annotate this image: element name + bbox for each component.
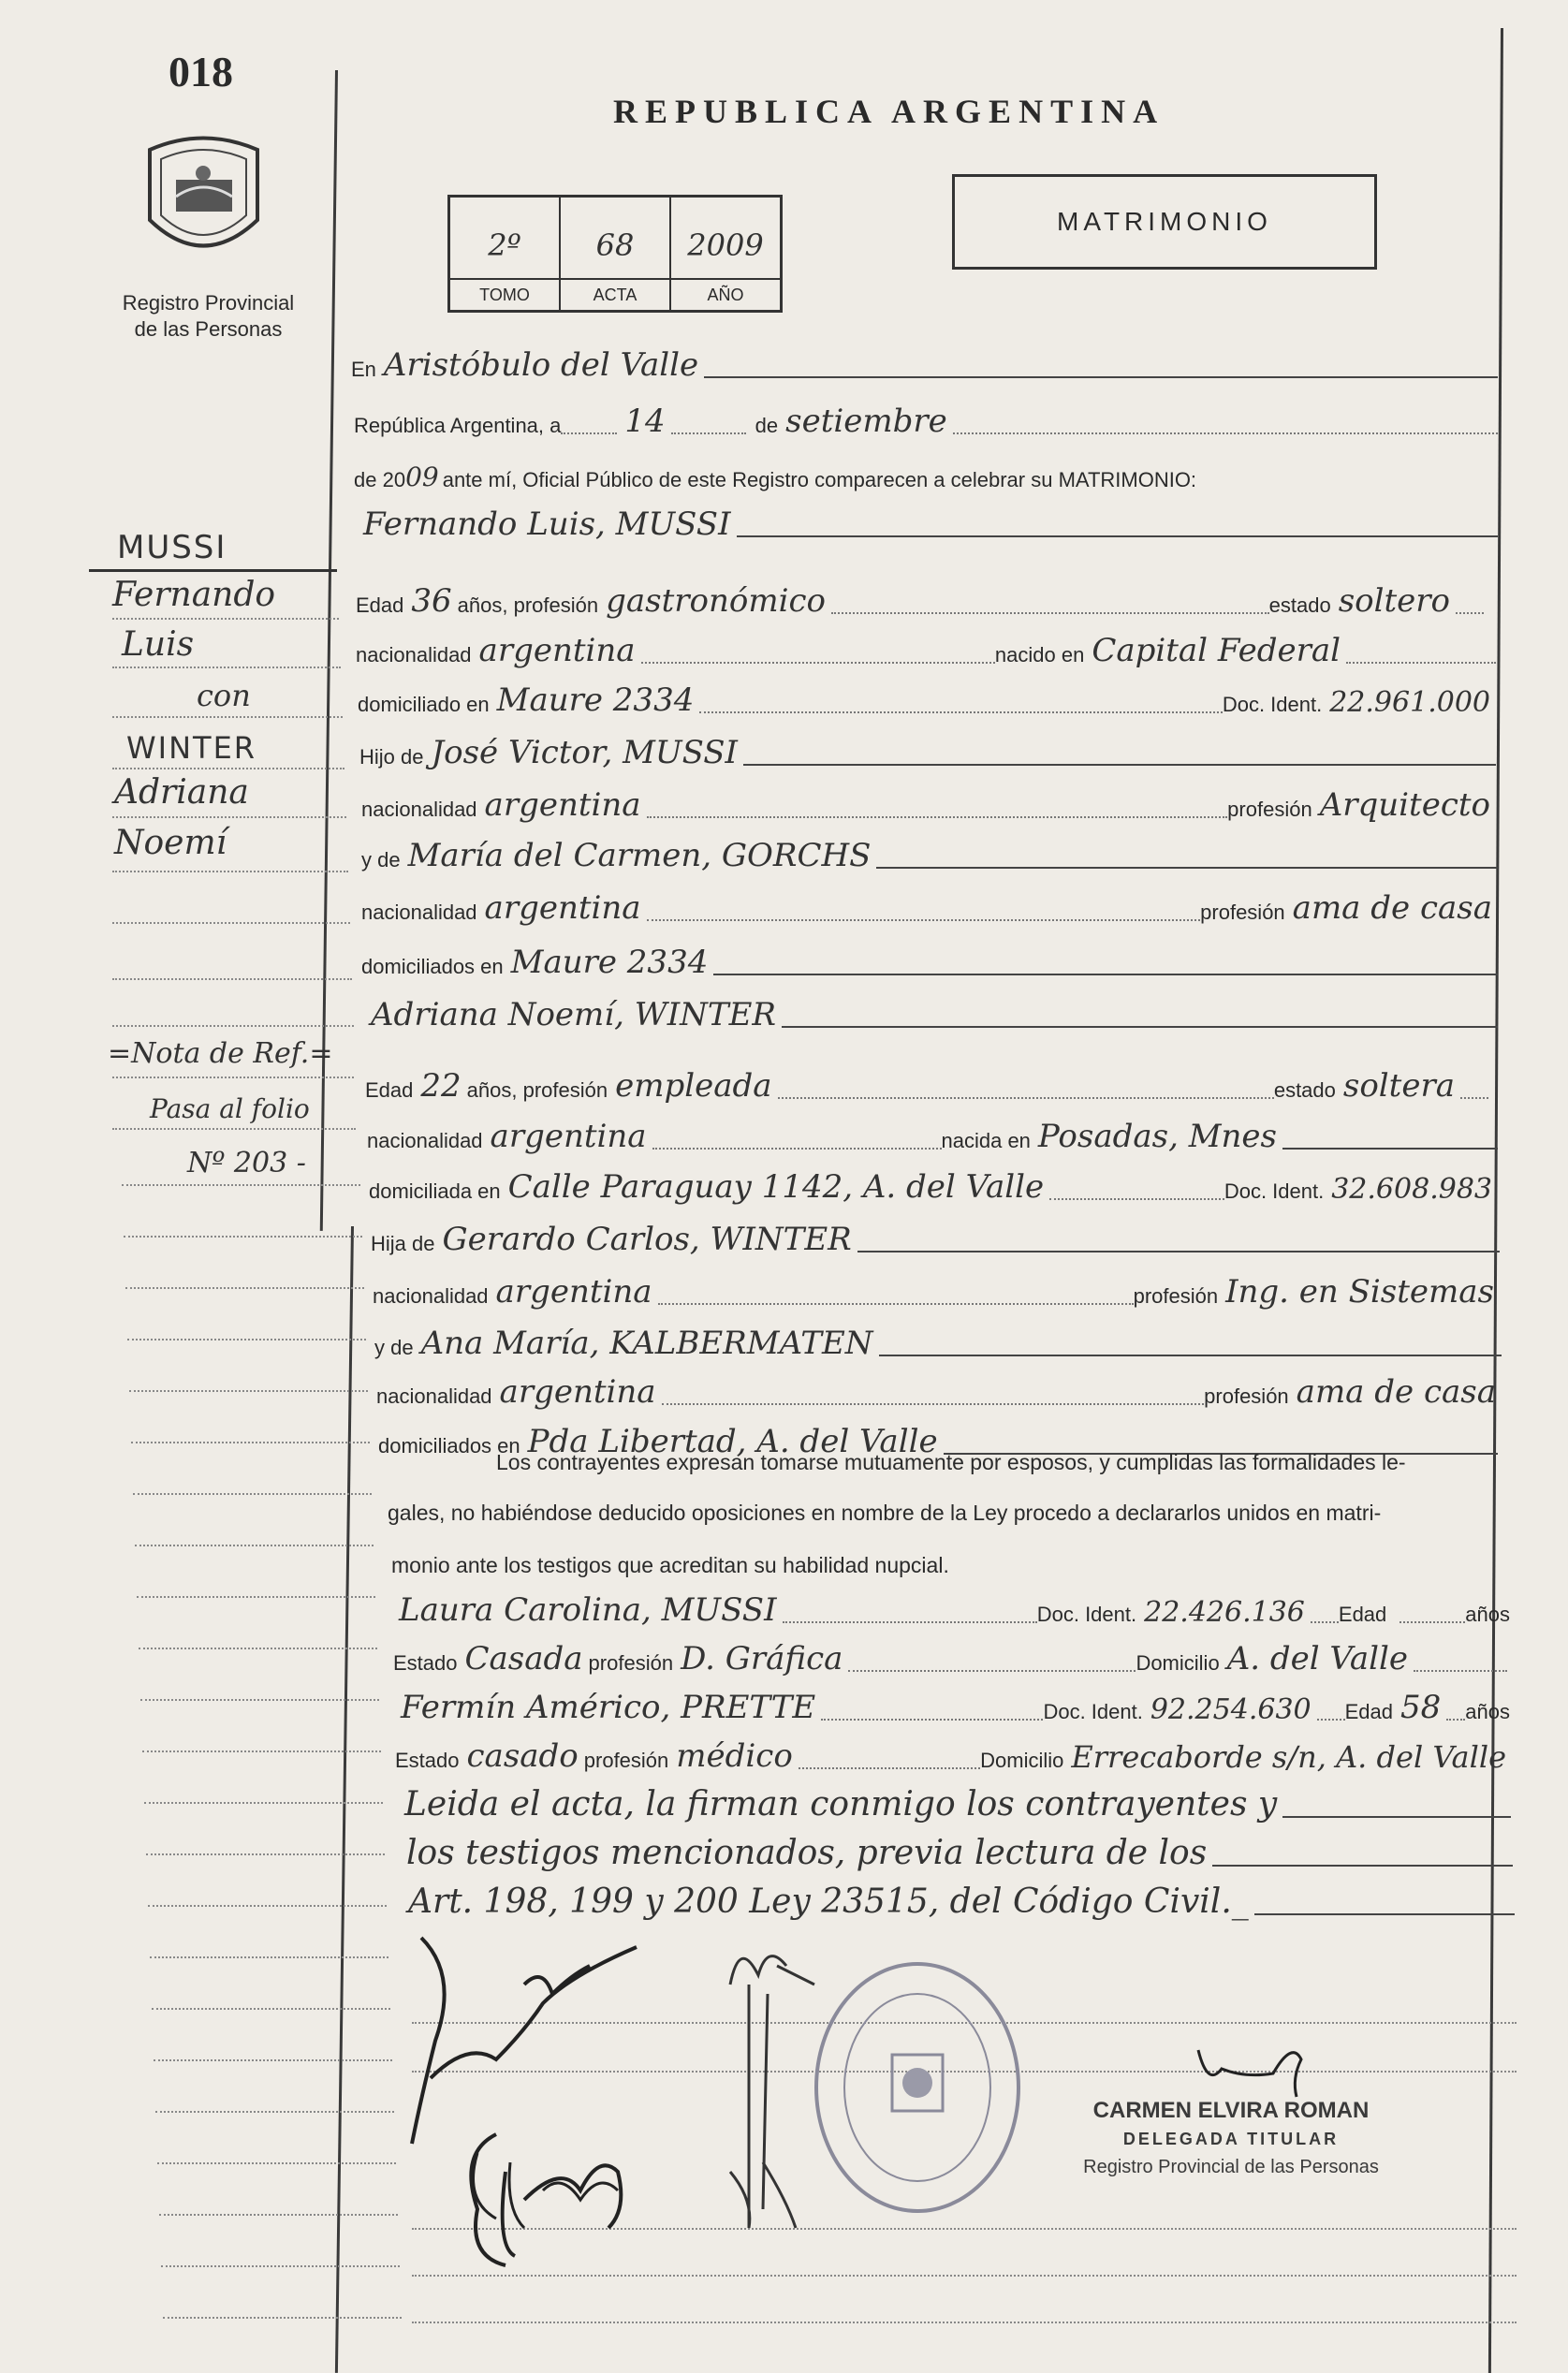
fill-line	[1311, 1621, 1339, 1623]
nacida-label: nacida en	[941, 1129, 1031, 1152]
place-value: Aristóbulo del Valle	[383, 346, 699, 384]
margin-dotted	[112, 1077, 354, 1078]
delegate-name: CARMEN ELVIRA ROMAN	[1092, 2098, 1370, 2123]
margin-dotted	[142, 1750, 381, 1752]
date-row	[354, 393, 1498, 442]
groom-nacido: Capital Federal	[1092, 632, 1341, 669]
bride-father-nac: argentina	[495, 1273, 652, 1311]
place-label: En	[351, 358, 376, 381]
closing-line-1: Leida el acta, la firman conmigo los contrayentes y	[404, 1785, 1278, 1824]
date-year-row	[354, 447, 1498, 496]
margin-dotted	[135, 1545, 374, 1546]
fill-line	[1399, 1621, 1465, 1623]
fill-line	[1254, 1913, 1515, 1915]
registry-line-1: Registro Provincial	[122, 291, 295, 315]
margin-surname-2: WINTER	[126, 730, 257, 766]
fill-line	[876, 867, 1498, 869]
domiciliada-label: domiciliada en	[369, 1179, 501, 1203]
bride-nacida: Posadas, Mnes	[1037, 1118, 1277, 1155]
acta-label: ACTA	[561, 278, 669, 310]
groom-parents-dom: Maure 2334	[510, 944, 709, 981]
margin-dotted	[127, 1339, 366, 1340]
fill-line	[831, 612, 1269, 614]
fill-line	[1282, 1816, 1511, 1818]
nacionalidad-label: nacionalidad	[373, 1284, 489, 1308]
year-prefix: de 20	[354, 468, 406, 491]
record-type-box: MATRIMONIO	[952, 174, 1377, 270]
margin-dotted	[129, 1390, 368, 1392]
margin-dotted	[159, 2214, 398, 2216]
bride-mother: Ana María, KALBERMATEN	[420, 1325, 873, 1362]
bride-nac-row	[367, 1108, 1498, 1157]
doc-label: Doc. Ident.	[1224, 1179, 1325, 1203]
nacionalidad-label: nacionalidad	[367, 1129, 483, 1152]
year-suffix: 09	[405, 461, 439, 492]
fill-line	[821, 1719, 1043, 1721]
domicilio-label: Domicilio	[1136, 1651, 1220, 1675]
bride-father-row	[371, 1211, 1500, 1260]
profesion-label: años, profesión	[466, 1078, 608, 1102]
nacionalidad-label: nacionalidad	[361, 798, 477, 821]
groom-name-row	[356, 496, 1498, 545]
fill-line	[953, 432, 1498, 434]
witness-1-doc: 22.426.136	[1144, 1596, 1305, 1629]
left-margin-rule-lower	[335, 1226, 354, 2373]
margin-dotted	[112, 922, 350, 924]
margin-rule	[89, 569, 337, 572]
margin-dotted	[124, 1236, 362, 1238]
profesion-label: profesión	[1200, 901, 1285, 924]
margin-dotted	[152, 2008, 390, 2010]
estado-label: Estado	[395, 1749, 460, 1772]
document-title: REPUBLICA ARGENTINA	[613, 93, 1165, 130]
registry-line-2: de las Personas	[134, 317, 283, 341]
witness-1-profesion: D. Gráfica	[681, 1640, 843, 1677]
groom-edad-row	[356, 573, 1484, 622]
fill-line	[1414, 1670, 1507, 1672]
bride-name-row	[363, 987, 1498, 1035]
margin-dotted	[163, 2317, 402, 2319]
witness-2-estado: casado	[466, 1737, 579, 1775]
edad-label: Edad	[365, 1078, 414, 1102]
month-value: setiembre	[785, 403, 947, 440]
delegate-signature-block	[1077, 2097, 1385, 2181]
profesion-label: profesión	[1204, 1384, 1289, 1408]
margin-dotted	[139, 1648, 377, 1649]
bride-mother-nac-row	[376, 1364, 1502, 1413]
closing-line-3: Art. 198, 199 y 200 Ley 23515, del Código Civil._	[408, 1882, 1249, 1921]
witness-1-domicilio: A. del Valle	[1226, 1640, 1408, 1677]
groom-doc: 22.961.000	[1329, 686, 1490, 719]
fill-line	[662, 1403, 1205, 1405]
fill-line	[658, 1303, 1134, 1305]
margin-nota-2: Pasa al folio	[150, 1093, 310, 1124]
bride-mother-row	[374, 1315, 1502, 1364]
bride-parents-dom: Pda Libertad, A. del Valle	[527, 1423, 938, 1460]
groom-estado: soltero	[1338, 582, 1450, 620]
provincial-seal	[140, 131, 267, 271]
acta-value: 68	[595, 227, 635, 263]
delegate-signature	[1189, 2031, 1311, 2106]
declaration-line-2: gales, no habiéndose deducido oposiciones en nombre de la Ley procedo a declararlos unidos en matri-	[388, 1501, 1382, 1525]
groom-father: José Victor, MUSSI	[431, 734, 738, 771]
margin-dotted	[112, 716, 343, 718]
bride-dom-row	[369, 1159, 1498, 1208]
margin-dotted	[125, 1287, 364, 1289]
witness-2-domicilio: Errecaborde s/n, A. del Valle	[1071, 1739, 1506, 1775]
groom-profesion: gastronómico	[606, 582, 826, 620]
margin-dotted	[140, 1699, 379, 1701]
margin-dotted	[157, 2162, 396, 2164]
groom-mother: María del Carmen, GORCHS	[407, 837, 872, 874]
fill-line	[1212, 1865, 1513, 1867]
fill-line	[713, 974, 1498, 975]
bride-mother-nac: argentina	[499, 1373, 656, 1411]
doc-label: Doc. Ident.	[1222, 693, 1323, 716]
margin-dotted	[150, 1956, 388, 1958]
domiciliados-label: domiciliados en	[361, 955, 504, 978]
official-stamp	[805, 1947, 1030, 2228]
fill-line	[799, 1767, 980, 1769]
edad-label: Edad	[1344, 1700, 1394, 1723]
profesion-label: profesión	[588, 1651, 674, 1675]
margin-dotted	[144, 1802, 383, 1804]
margin-dotted	[133, 1493, 372, 1495]
nacionalidad-label: nacionalidad	[361, 901, 477, 924]
fill-line	[1317, 1719, 1345, 1721]
witness-1-estado-row	[393, 1631, 1507, 1679]
fill-line	[778, 1097, 1274, 1099]
fill-line	[561, 432, 617, 434]
domicilio-label: Domicilio	[980, 1749, 1064, 1772]
record-reference-box	[447, 195, 783, 313]
fill-line	[1446, 1719, 1465, 1721]
anio-cell	[671, 198, 780, 310]
groom-mother-row	[361, 828, 1498, 876]
margin-dotted	[112, 666, 341, 668]
mother-label: y de	[374, 1336, 414, 1359]
margin-given-2b: Noemí	[114, 824, 227, 862]
anio-value: 2009	[687, 227, 764, 263]
margin-dotted	[112, 871, 348, 872]
blank-line	[412, 2322, 1517, 2323]
profesion-label: años, profesión	[457, 593, 599, 617]
bride-full-name: Adriana Noemí, WINTER	[371, 996, 776, 1033]
fill-line	[848, 1670, 1136, 1672]
bride-estado: soltera	[1342, 1067, 1455, 1105]
edad-label: Edad	[1338, 1603, 1387, 1626]
fill-line	[671, 432, 746, 434]
tomo-cell	[450, 198, 561, 310]
father-label: Hijo de	[359, 745, 424, 769]
bride-edad: 22	[420, 1067, 462, 1105]
margin-nota-3: Nº 203 -	[187, 1147, 306, 1179]
day-value: 14	[624, 403, 666, 440]
acta-cell	[561, 198, 671, 310]
profesion-label: profesión	[583, 1749, 669, 1772]
margin-surname-1: MUSSI	[117, 529, 227, 566]
nacionalidad-label: nacionalidad	[376, 1384, 492, 1408]
estado-label: estado	[1268, 593, 1331, 617]
declaration-line-3: monio ante los testigos que acreditan su habilidad nupcial.	[391, 1553, 949, 1577]
margin-dotted	[161, 2265, 400, 2267]
domiciliados-label: domiciliados en	[378, 1434, 520, 1457]
fill-line	[782, 1026, 1498, 1028]
margin-given-1b: Luis	[122, 625, 195, 664]
groom-dom-row	[358, 672, 1496, 721]
groom-mother-nac-row	[361, 880, 1498, 929]
profesion-label: profesión	[1227, 798, 1312, 821]
bride-edad-row	[365, 1058, 1488, 1106]
mother-label: y de	[361, 848, 401, 872]
anio-label: AÑO	[671, 278, 780, 310]
margin-dotted	[112, 978, 352, 980]
domicilio-label: domiciliado en	[358, 693, 490, 716]
witness-1-estado: Casada	[464, 1640, 583, 1677]
margin-dotted	[137, 1596, 375, 1598]
groom-father-nac: argentina	[484, 786, 641, 824]
margin-nota-1: =Nota de Ref.=	[108, 1037, 333, 1070]
closing-line-1-row	[397, 1777, 1511, 1825]
bride-doc: 32.608.983	[1331, 1173, 1492, 1206]
delegate-registry: Registro Provincial de las Personas	[1083, 2157, 1379, 2177]
margin-dotted	[148, 1905, 387, 1907]
groom-full-name: Fernando Luis, MUSSI	[363, 505, 731, 543]
groom-father-nac-row	[361, 777, 1496, 826]
registry-name	[94, 290, 323, 343]
delegate-title: DELEGADA TITULAR	[1122, 2130, 1340, 2148]
groom-parents-dom-row	[361, 934, 1498, 983]
fill-line	[1282, 1148, 1498, 1150]
fill-line	[699, 711, 1222, 713]
fill-line	[1460, 1097, 1488, 1099]
fill-line	[647, 919, 1201, 921]
blank-line	[412, 2275, 1517, 2277]
bride-domicilio: Calle Paraguay 1142, A. del Valle	[507, 1168, 1045, 1206]
witness-2-row	[393, 1679, 1510, 1728]
tomo-label: TOMO	[450, 278, 559, 310]
tomo-value: 2º	[488, 227, 521, 263]
witness-1-row	[391, 1582, 1510, 1631]
witness-2-profesion: médico	[676, 1737, 793, 1775]
fill-line	[641, 662, 995, 664]
margin-dotted	[112, 816, 346, 818]
groom-edad: 36	[411, 582, 452, 620]
closing-line-2-row	[399, 1825, 1513, 1874]
closing-line-2: los testigos mencionados, previa lectura de los	[406, 1834, 1208, 1872]
bride-nacionalidad: argentina	[490, 1118, 647, 1155]
margin-given-2a: Adriana	[114, 773, 249, 812]
doc-label: Doc. Ident.	[1043, 1700, 1143, 1723]
groom-mother-prof: ama de casa	[1292, 889, 1492, 927]
witness-2-signature	[459, 2134, 646, 2247]
margin-dotted	[155, 2111, 394, 2113]
profesion-label: profesión	[1133, 1284, 1219, 1308]
bride-father: Gerardo Carlos, WINTER	[442, 1221, 852, 1258]
fill-line	[857, 1251, 1500, 1252]
margin-dotted	[154, 2059, 392, 2061]
witness-2-doc: 92.254.630	[1150, 1693, 1312, 1726]
place-row	[351, 337, 1498, 386]
estado-label: estado	[1273, 1078, 1336, 1102]
bride-father-nac-row	[373, 1264, 1500, 1312]
declaration-line-1: Los contrayentes expresan tomarse mutuamente por esposos, y cumplidas las formalidades le-	[496, 1450, 1406, 1474]
fill-line	[652, 1148, 942, 1150]
groom-nacionalidad: argentina	[478, 632, 636, 669]
margin-conj: con	[197, 678, 251, 713]
margin-dotted	[112, 1025, 354, 1027]
fill-line	[737, 535, 1498, 537]
nacido-label: nacido en	[994, 643, 1085, 666]
witness-2-edad: 58	[1400, 1689, 1442, 1726]
witness-1-name: Laura Carolina, MUSSI	[399, 1591, 777, 1629]
margin-given-1a: Fernando	[112, 576, 276, 614]
bride-father-prof: Ing. en Sistemas	[1225, 1273, 1494, 1311]
witness-2-estado-row	[395, 1728, 1512, 1777]
anios-label: años	[1465, 1700, 1510, 1723]
fill-line	[743, 764, 1496, 766]
groom-father-prof: Arquitecto	[1319, 786, 1490, 824]
doc-label: Doc. Ident.	[1036, 1603, 1137, 1626]
fill-line	[783, 1621, 1037, 1623]
groom-father-row	[359, 725, 1496, 773]
father-label: Hija de	[371, 1232, 435, 1255]
fill-line	[647, 816, 1228, 818]
edad-label: Edad	[356, 593, 404, 617]
fill-line	[879, 1355, 1502, 1356]
fill-line	[1049, 1198, 1224, 1200]
margin-dotted	[112, 618, 339, 620]
margin-dotted	[112, 1128, 356, 1130]
margin-dotted	[146, 1853, 385, 1855]
nacionalidad-label: nacionalidad	[356, 643, 472, 666]
date-prefix: República Argentina, a	[354, 414, 562, 437]
bride-mother-prof: ama de casa	[1296, 1373, 1496, 1411]
fill-line	[1456, 612, 1484, 614]
fill-line	[1346, 662, 1496, 664]
margin-dotted	[122, 1184, 360, 1186]
witness-2-name: Fermín Américo, PRETTE	[401, 1689, 816, 1726]
margin-dotted	[112, 768, 344, 769]
groom-mother-nac: argentina	[484, 889, 641, 927]
groom-domicilio: Maure 2334	[496, 681, 695, 719]
groom-nac-row	[356, 623, 1496, 671]
estado-label: Estado	[393, 1651, 458, 1675]
page-number: 018	[169, 48, 233, 95]
date-de-label: de	[755, 414, 779, 437]
bride-profesion: empleada	[615, 1067, 772, 1105]
anios-label: años	[1465, 1603, 1510, 1626]
margin-dotted	[131, 1442, 370, 1443]
date-rest-text: ante mí, Oficial Público de este Registro comparecen a celebrar su MATRIMONIO:	[442, 468, 1197, 491]
fill-line	[704, 376, 1498, 378]
